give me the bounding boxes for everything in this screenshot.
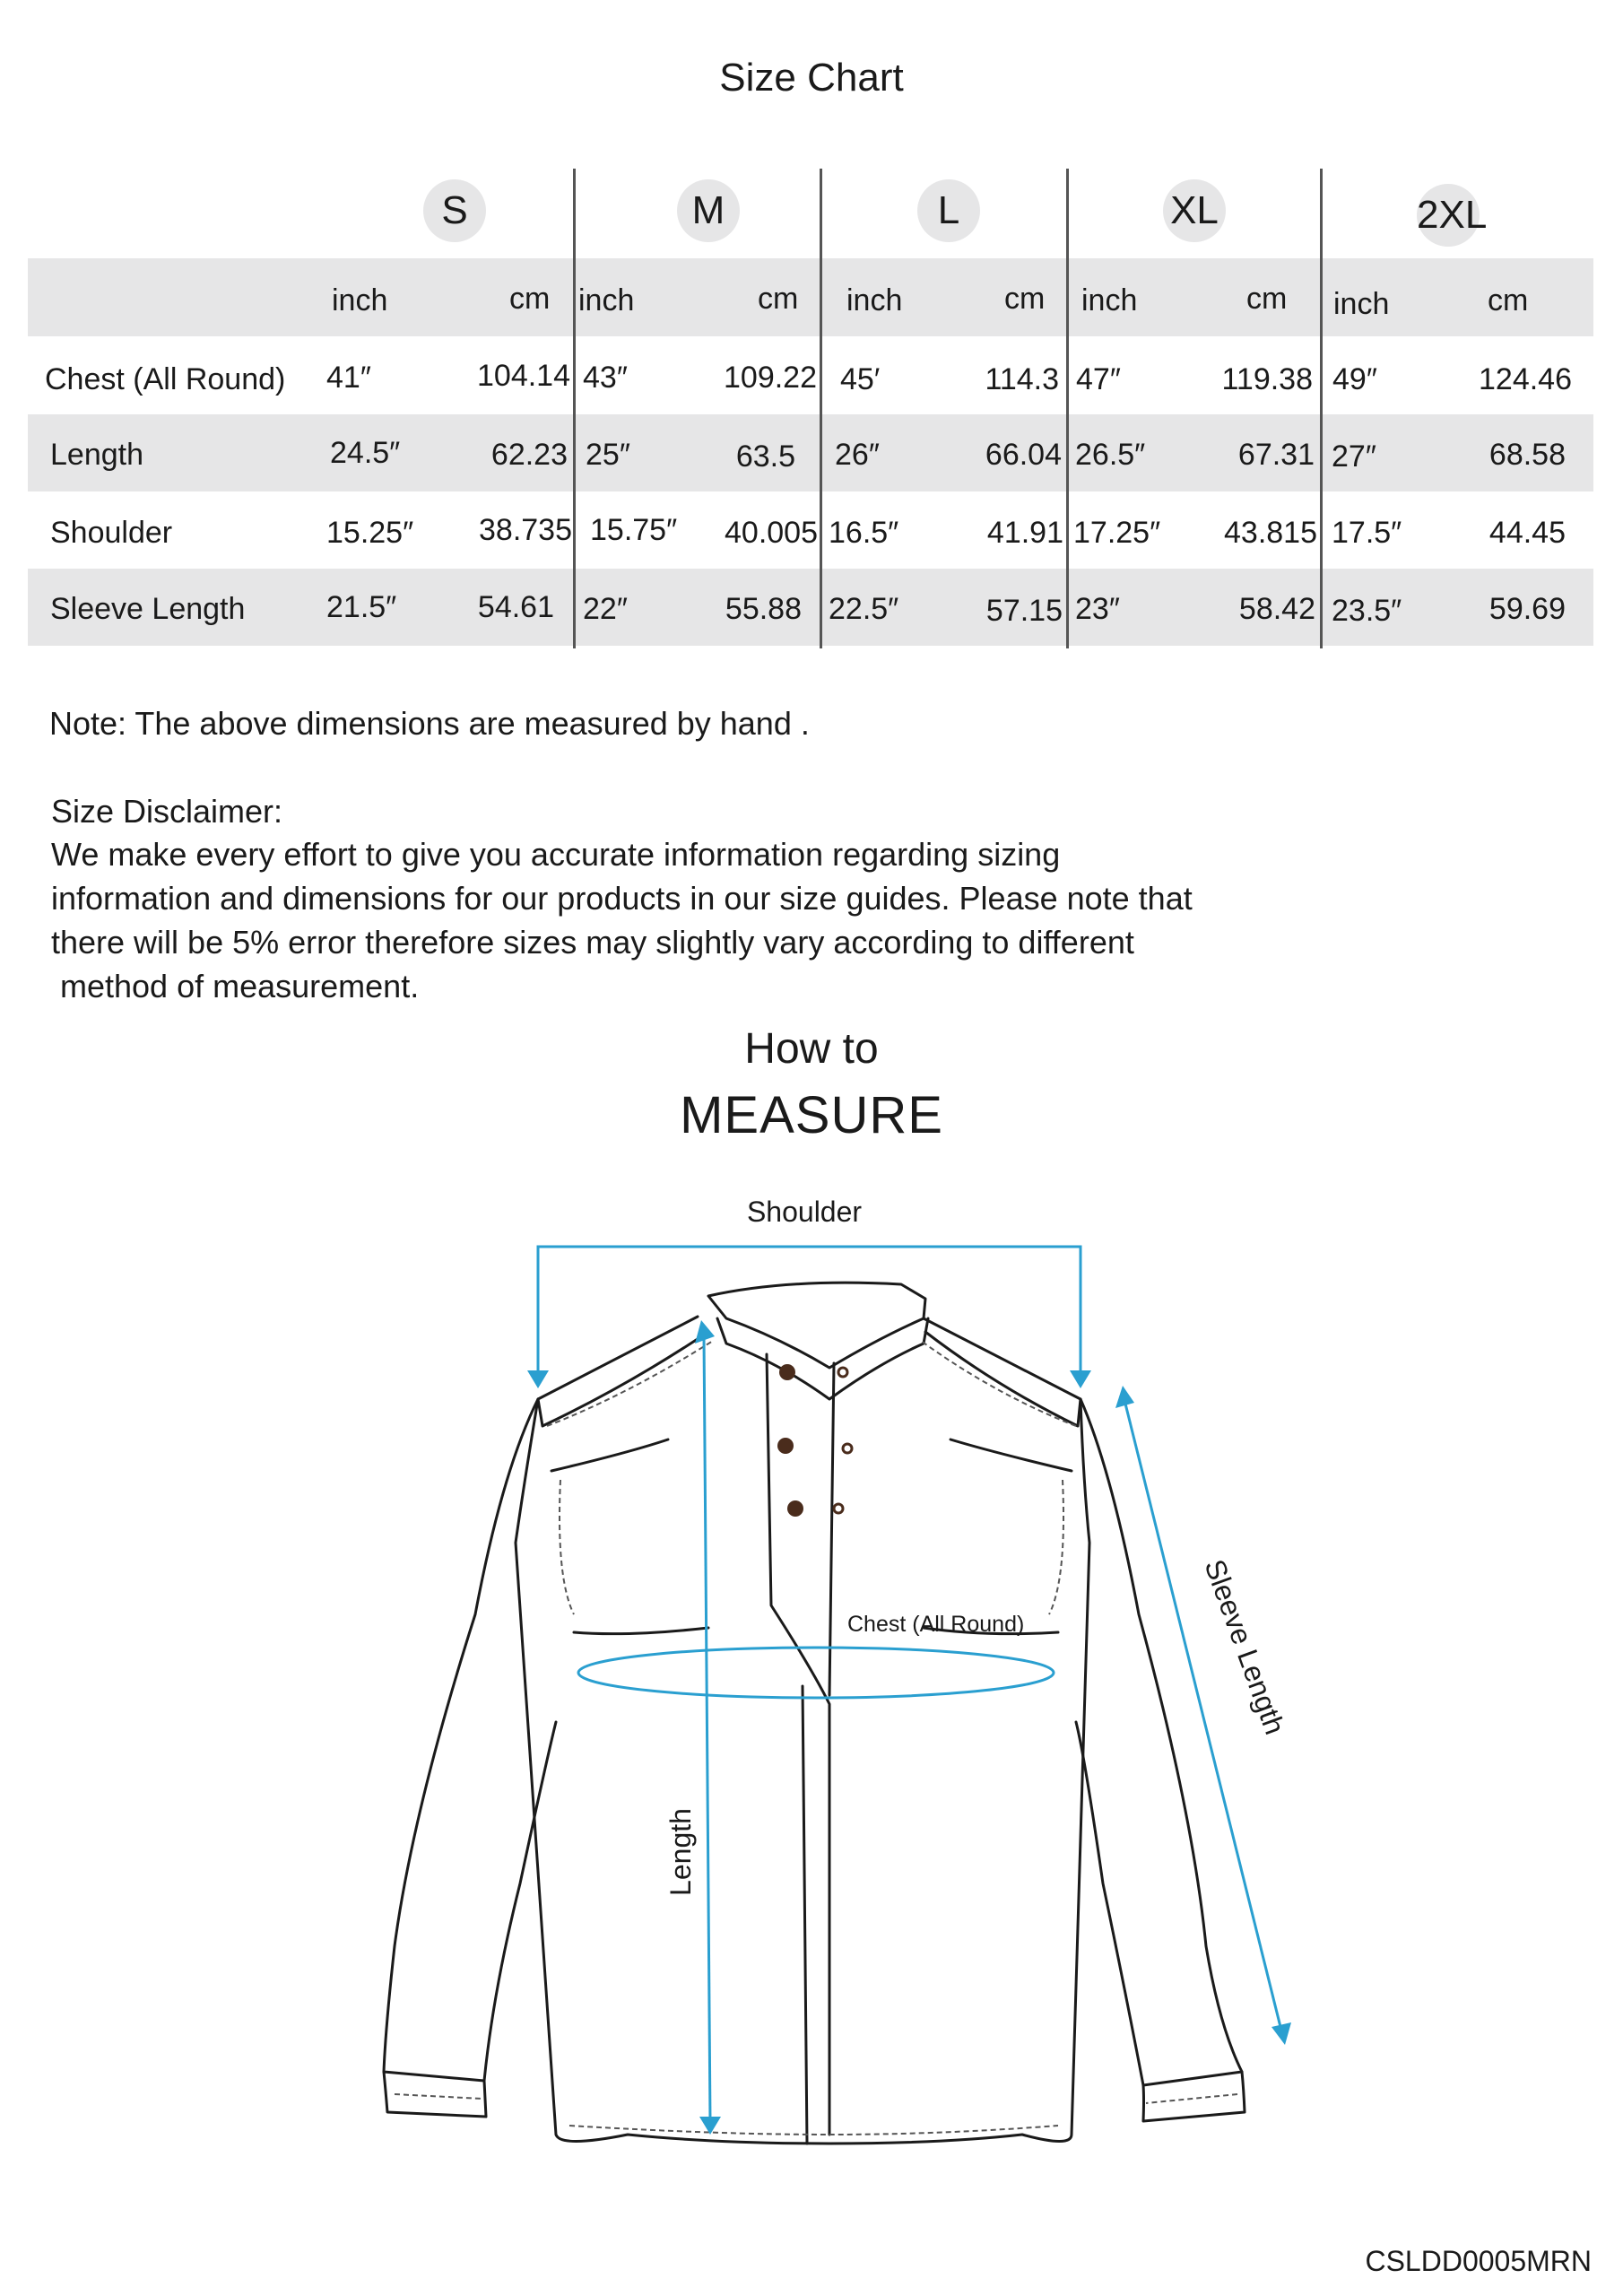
table-cell: 15.25″ bbox=[326, 516, 414, 550]
table-cell: 16.5″ bbox=[829, 516, 899, 550]
row-label-length: Length bbox=[50, 438, 143, 472]
unit-header: cm bbox=[1246, 282, 1288, 316]
measurement-note: Note: The above dimensions are measured by hand . bbox=[49, 705, 810, 742]
right-pocket-flap bbox=[950, 1439, 1072, 1471]
size-badge-s: S bbox=[423, 179, 486, 242]
table-cell: 67.31 bbox=[1237, 438, 1315, 472]
table-cell: 22″ bbox=[583, 592, 628, 626]
disclaimer-line: We make every effort to give you accurate information regarding sizing bbox=[51, 836, 1061, 873]
size-badge-xl: XL bbox=[1163, 179, 1226, 242]
column-divider bbox=[1320, 169, 1323, 648]
unit-header: inch bbox=[578, 283, 635, 317]
table-cell: 43″ bbox=[583, 361, 628, 395]
length-guide bbox=[704, 1336, 710, 2121]
unit-header: inch bbox=[332, 283, 388, 317]
size-badge-m: M bbox=[677, 179, 740, 242]
row-label-shoulder: Shoulder bbox=[50, 516, 173, 550]
column-divider bbox=[1066, 169, 1069, 648]
table-cell: 47″ bbox=[1076, 362, 1121, 396]
table-cell: 55.88 bbox=[725, 592, 802, 626]
left-yoke bbox=[538, 1332, 708, 1426]
table-cell: 41.91 bbox=[986, 516, 1063, 550]
table-cell: 44.45 bbox=[1488, 516, 1566, 550]
table-cell: 26″ bbox=[835, 438, 880, 472]
sleeve-length-label: Sleeve Length bbox=[1198, 1554, 1292, 1739]
table-cell: 26.5″ bbox=[1075, 438, 1146, 472]
table-cell: 109.22 bbox=[724, 361, 817, 395]
unit-header: cm bbox=[1488, 283, 1529, 317]
disclaimer-line: information and dimensions for our products in our size guides. Please note that bbox=[51, 880, 1193, 917]
disclaimer-title: Size Disclaimer: bbox=[51, 793, 283, 830]
measure-heading: MEASURE bbox=[680, 1086, 943, 1144]
table-cell: 62.23 bbox=[490, 438, 568, 472]
table-cell: 15.75″ bbox=[590, 513, 678, 547]
table-cell: 49″ bbox=[1332, 362, 1377, 396]
disclaimer-line: method of measurement. bbox=[51, 968, 420, 1004]
product-code: CSLDD0005MRN bbox=[1365, 2245, 1592, 2277]
table-cell: 66.04 bbox=[985, 438, 1062, 472]
placket-edge bbox=[803, 1686, 807, 2144]
table-cell: 21.5″ bbox=[326, 590, 397, 624]
table-cell: 41″ bbox=[326, 361, 371, 395]
right-sleeve bbox=[1076, 1399, 1242, 2085]
size-badge-2xl: 2XL bbox=[1417, 184, 1480, 247]
shoulder-label: Shoulder bbox=[746, 1196, 863, 1228]
column-divider bbox=[820, 169, 822, 648]
table-cell: 23″ bbox=[1075, 592, 1120, 626]
chest-label: Chest (All Round) bbox=[847, 1612, 1025, 1637]
table-cell: 38.735 bbox=[479, 513, 572, 547]
unit-header: inch bbox=[846, 283, 903, 317]
unit-header: cm bbox=[1004, 282, 1046, 316]
placket-line bbox=[829, 1363, 834, 1695]
table-cell: 59.69 bbox=[1488, 592, 1566, 626]
unit-header: cm bbox=[509, 282, 551, 316]
disclaimer-line: there will be 5% error therefore sizes may slightly vary according to different bbox=[51, 924, 1134, 961]
right-yoke bbox=[925, 1332, 1081, 1426]
table-cell: 43.815 bbox=[1224, 516, 1317, 550]
table-cell: 17.25″ bbox=[1073, 516, 1161, 550]
table-cell: 25″ bbox=[586, 438, 630, 472]
table-cell: 124.46 bbox=[1479, 362, 1572, 396]
shirt-diagram-icon bbox=[0, 1184, 1623, 2170]
measurement-guides bbox=[527, 1247, 1291, 2135]
size-badge-l: L bbox=[917, 179, 980, 242]
length-label: Length bbox=[664, 1808, 697, 1896]
table-cell: 27″ bbox=[1332, 439, 1376, 474]
unit-header: inch bbox=[1081, 283, 1138, 317]
table-cell: 17.5″ bbox=[1332, 516, 1402, 550]
row-label-sleeve-length: Sleeve Length bbox=[50, 592, 246, 626]
table-cell: 57.15 bbox=[985, 594, 1063, 628]
table-cell: 23.5″ bbox=[1332, 594, 1402, 628]
table-cell: 54.61 bbox=[477, 590, 554, 624]
unit-header: cm bbox=[758, 282, 799, 316]
row-label-chest: Chest (All Round) bbox=[45, 362, 286, 396]
collar bbox=[708, 1283, 925, 1368]
unit-header: inch bbox=[1333, 287, 1390, 321]
table-cell: 58.42 bbox=[1238, 592, 1315, 626]
placket-left bbox=[767, 1354, 829, 2135]
chest-guide bbox=[578, 1648, 1054, 1698]
table-cell: 22.5″ bbox=[829, 592, 899, 626]
table-cell: 63.5 bbox=[735, 439, 795, 474]
table-cell: 45′ bbox=[840, 362, 881, 396]
button-icon bbox=[777, 1364, 803, 1517]
page-title: Size Chart bbox=[719, 56, 904, 100]
table-cell: 114.3 bbox=[985, 362, 1059, 396]
left-pocket-flap bbox=[551, 1439, 668, 1471]
column-divider bbox=[573, 169, 576, 648]
table-cell: 68.58 bbox=[1488, 438, 1566, 472]
table-cell: 24.5″ bbox=[330, 436, 401, 470]
table-cell: 40.005 bbox=[725, 516, 818, 550]
howto-heading: How to bbox=[744, 1025, 879, 1073]
table-cell: 104.14 bbox=[477, 359, 570, 393]
table-cell: 119.38 bbox=[1221, 362, 1313, 396]
left-dart bbox=[574, 1628, 708, 1634]
